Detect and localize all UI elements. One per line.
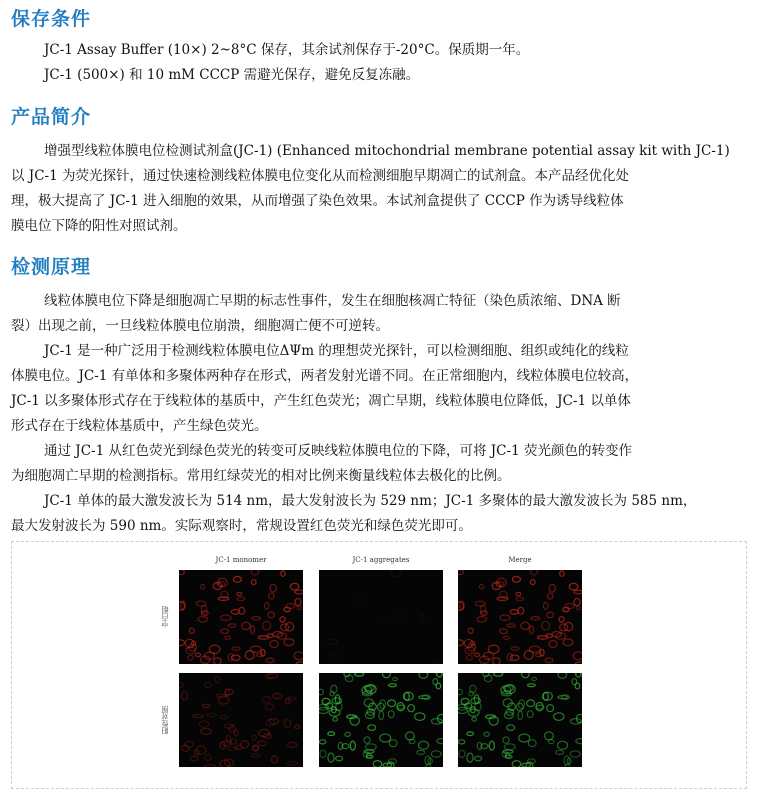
cell-blob — [389, 740, 397, 747]
cell-blob — [188, 655, 194, 660]
cell-blob — [295, 725, 300, 729]
fluorescence-figure — [11, 541, 747, 789]
cell-blob — [507, 624, 515, 627]
cell-blob — [569, 583, 578, 590]
cell-blob — [181, 692, 187, 700]
cell-blob — [378, 703, 385, 711]
panel-blank-aggregates — [319, 570, 443, 664]
cell-blob — [576, 662, 583, 664]
cell-blob — [516, 597, 524, 600]
principle-line-4: 体膜电位。JC-1 有单体和多聚体两种存在形式，两者发射光谱不同。在正常细胞内，线粒体膜电位较高， — [11, 368, 639, 384]
cell-blob — [262, 697, 271, 703]
cell-blob — [433, 679, 438, 685]
cell-blob — [393, 678, 398, 681]
cell-blob — [388, 711, 394, 718]
section-title-intro: 产品简介 — [11, 106, 92, 128]
cell-blob — [220, 715, 228, 719]
cell-blob — [504, 636, 510, 639]
principle-line-6: 形式存在于线粒体基质中，产生绿色荧光。 — [11, 418, 268, 434]
section-title-principle: 检测原理 — [11, 256, 92, 278]
cells-texture — [458, 570, 582, 664]
cell-blob — [195, 653, 200, 656]
cell-blob — [570, 751, 580, 757]
cell-blob — [258, 741, 267, 746]
cell-blob — [295, 598, 301, 606]
cell-blob — [518, 711, 523, 720]
cell-blob — [521, 622, 530, 629]
cell-blob — [574, 590, 582, 594]
cell-blob — [201, 585, 205, 589]
cell-blob — [504, 744, 515, 750]
cell-blob — [266, 658, 274, 663]
cells-texture — [319, 570, 443, 664]
cell-blob — [179, 640, 185, 646]
cell-blob — [320, 750, 326, 757]
row-label-blank: 空白组 — [161, 606, 169, 628]
cell-blob — [474, 653, 479, 656]
cell-blob — [516, 592, 521, 595]
principle-line-2: 裂）出现之前，一旦线粒体膜电位崩溃，细胞凋亡便不可逆转。 — [11, 318, 389, 334]
cell-blob — [214, 658, 221, 664]
cell-blob — [297, 606, 301, 610]
cell-blob — [547, 612, 554, 618]
cell-blob — [511, 647, 519, 650]
cell-blob — [333, 717, 337, 721]
cell-blob — [251, 626, 255, 634]
cell-blob — [488, 645, 499, 653]
cell-blob — [259, 729, 270, 736]
cell-blob — [383, 673, 391, 678]
cell-blob — [480, 605, 486, 613]
cell-blob — [379, 711, 384, 720]
cell-blob — [330, 654, 340, 661]
principle-line-8: 为细胞凋亡早期的检测指标。常用红绿荧光的相对比例来衡量线粒体去极化的比例。 — [11, 468, 511, 484]
cell-blob — [319, 740, 325, 744]
cell-blob — [356, 596, 365, 603]
cell-blob — [355, 673, 364, 676]
cell-blob — [232, 647, 240, 650]
cell-blob — [251, 570, 258, 575]
cell-blob — [477, 617, 486, 622]
cell-blob — [408, 705, 415, 712]
cell-blob — [472, 717, 476, 721]
cell-blob — [336, 756, 343, 761]
principle-line-10: 最大发射波长为 590 nm。实际观察时，常规设置红色荧光和绿色荧光即可。 — [11, 518, 472, 534]
cell-blob — [542, 621, 550, 630]
cell-blob — [263, 621, 271, 630]
cell-blob — [530, 580, 535, 585]
cell-blob — [267, 634, 273, 637]
cell-blob — [198, 617, 207, 622]
cell-blob — [528, 740, 536, 747]
cell-blob — [573, 652, 582, 660]
cell-blob — [281, 571, 285, 576]
cell-blob — [493, 658, 500, 664]
cell-blob — [297, 662, 304, 664]
cell-blob — [467, 753, 473, 762]
cell-blob — [518, 607, 524, 614]
cell-blob — [209, 645, 220, 653]
cell-blob — [290, 583, 299, 590]
cell-blob — [252, 735, 256, 740]
cell-blob — [545, 732, 554, 740]
cell-blob — [543, 693, 548, 701]
intro-line-2: 以 JC-1 为荧光探针，通过快速检测线粒体膜电位变化从而检测细胞早期凋亡的试剂盒。本产品经优化处 — [11, 168, 629, 184]
cell-blob — [251, 580, 256, 585]
cell-blob — [475, 756, 482, 761]
principle-line-1: 线粒体膜电位下降是细胞凋亡早期的标志性事件，发生在细胞核凋亡特征（染色质浓缩、DNA 断 — [44, 293, 621, 309]
cell-blob — [270, 641, 278, 648]
cell-blob — [558, 696, 568, 699]
panel-positive-merge — [458, 673, 582, 767]
cell-blob — [328, 753, 334, 762]
cell-blob — [201, 728, 211, 734]
cells-texture — [319, 673, 443, 767]
cell-blob — [548, 593, 553, 599]
cell-blob — [558, 741, 568, 749]
cell-blob — [563, 639, 573, 646]
principle-line-7: 通过 JC-1 从红色荧光到绿色荧光的转变可反映线粒体膜电位的下降，可将 JC-1 荧光颜色的转变作 — [44, 443, 632, 459]
cell-blob — [270, 584, 276, 592]
panel-positive-monomer — [179, 673, 303, 767]
cell-blob — [560, 571, 564, 576]
cell-blob — [507, 654, 512, 661]
cell-blob — [527, 700, 535, 707]
cell-blob — [556, 750, 564, 754]
cell-blob — [237, 597, 245, 600]
principle-line-5: JC-1 以多聚体形式存在于线粒体的基质中，产生红色荧光；凋亡早期，线粒体膜电位降低，JC-1 以单体 — [11, 393, 631, 409]
cell-blob — [389, 684, 397, 687]
cell-blob — [431, 751, 441, 757]
cell-blob — [189, 628, 194, 633]
cell-blob — [205, 765, 216, 767]
column-label-aggregates: JC-1 aggregates — [352, 556, 410, 564]
cell-blob — [272, 756, 278, 764]
cell-blob — [527, 711, 533, 718]
cell-blob — [179, 683, 183, 688]
cell-blob — [530, 570, 537, 575]
section-title-storage: 保存条件 — [11, 8, 92, 30]
cell-blob — [576, 606, 580, 610]
cell-blob — [494, 673, 503, 676]
cell-blob — [388, 700, 396, 707]
cell-blob — [294, 652, 303, 660]
storage-line-2: JC-1 (500×) 和 10 mM CCCP 需避光保存，避免反复冻融。 — [44, 67, 420, 83]
cell-blob — [242, 622, 251, 629]
cell-blob — [252, 754, 260, 758]
cell-blob — [239, 607, 245, 614]
cell-blob — [420, 615, 424, 622]
cell-blob — [531, 617, 540, 620]
cell-blob — [458, 640, 464, 646]
cell-blob — [286, 622, 294, 631]
cell-blob — [205, 682, 211, 687]
cell-blob — [193, 715, 204, 718]
cell-blob — [467, 732, 474, 736]
column-label-monomer: JC-1 monomer — [215, 556, 267, 564]
cell-blob — [510, 610, 518, 615]
cell-blob — [228, 654, 233, 661]
cell-blob — [350, 741, 355, 750]
cell-blob — [489, 741, 494, 750]
cell-blob — [268, 612, 275, 618]
cell-blob — [284, 639, 294, 646]
cell-blob — [458, 689, 462, 695]
cell-blob — [532, 678, 537, 681]
cell-blob — [237, 592, 242, 595]
cell-blob — [500, 615, 510, 620]
cell-blob — [199, 721, 209, 727]
cell-blob — [528, 684, 536, 687]
cell-blob — [406, 732, 415, 740]
cell-blob — [395, 611, 403, 620]
cell-blob — [365, 744, 376, 750]
cells-texture — [458, 673, 582, 767]
cell-blob — [225, 636, 231, 639]
cell-blob — [364, 737, 370, 743]
cell-blob — [287, 761, 297, 765]
intro-line-3: 理，极大提高了 JC-1 进入细胞的效果，从而增强了染色效果。本试剂盒提供了 CCCP 作为诱导线粒体 — [11, 193, 624, 209]
cell-blob — [373, 761, 382, 767]
cell-blob — [190, 756, 198, 761]
cells-texture — [179, 673, 303, 767]
cell-blob — [379, 618, 388, 624]
cell-blob — [179, 570, 184, 575]
cell-blob — [280, 617, 285, 622]
cell-blob — [264, 603, 269, 610]
cell-blob — [201, 605, 207, 613]
cell-blob — [549, 584, 555, 592]
cell-blob — [228, 624, 236, 627]
cell-blob — [507, 725, 515, 731]
cell-blob — [233, 577, 241, 583]
cell-blob — [274, 694, 278, 699]
panel-blank-monomer — [179, 570, 303, 664]
cell-blob — [500, 629, 508, 634]
cell-blob — [269, 719, 278, 725]
cell-blob — [205, 755, 211, 761]
cell-blob — [459, 750, 465, 757]
cell-blob — [517, 703, 524, 711]
cell-blob — [433, 659, 439, 664]
cell-blob — [345, 732, 350, 736]
cell-blob — [512, 577, 520, 583]
cell-blob — [458, 570, 463, 575]
cell-blob — [368, 725, 376, 731]
cell-blob — [576, 739, 582, 744]
cell-blob — [574, 598, 580, 606]
cell-blob — [468, 628, 473, 633]
storage-line-1: JC-1 Assay Buffer (10×) 2~8°C 保存，其余试剂保存于-20°C。保质期一年。 — [44, 42, 530, 58]
cell-blob — [207, 713, 216, 717]
cell-blob — [480, 585, 484, 589]
cell-blob — [284, 720, 291, 728]
cell-blob — [543, 603, 548, 610]
principle-line-9: JC-1 单体的最大激发波长为 514 nm，最大发射波长为 529 nm；JC-1 多聚体的最大激发波长为 585 nm， — [44, 493, 697, 509]
cell-blob — [547, 705, 554, 712]
cell-blob — [530, 626, 534, 634]
cell-blob — [554, 713, 564, 721]
intro-line-4: 膜电位下降的阳性对照试剂。 — [11, 218, 187, 234]
cell-blob — [558, 673, 567, 678]
cell-blob — [519, 734, 530, 742]
cell-blob — [417, 750, 425, 754]
cell-blob — [484, 732, 489, 736]
cell-blob — [458, 740, 464, 744]
cell-blob — [565, 622, 573, 631]
cell-blob — [404, 693, 409, 701]
cell-blob — [512, 761, 521, 767]
cell-blob — [545, 658, 553, 663]
principle-line-3: JC-1 是一种广泛用于检测线粒体膜电位ΔΨm 的理想荧光探针，可以检测细胞、组织或纯化的线粒 — [44, 343, 629, 359]
cell-blob — [231, 610, 239, 615]
cell-blob — [215, 677, 220, 683]
cell-blob — [319, 689, 323, 695]
cell-blob — [522, 673, 530, 678]
cell-blob — [549, 641, 557, 648]
panel-positive-aggregates — [319, 673, 443, 767]
cell-blob — [546, 634, 552, 637]
cell-blob — [327, 639, 337, 644]
cell-blob — [295, 590, 303, 594]
cell-blob — [288, 742, 297, 747]
cell-blob — [419, 741, 429, 749]
cell-blob — [524, 651, 533, 660]
cell-blob — [503, 737, 509, 743]
cell-blob — [437, 739, 443, 744]
cell-blob — [419, 673, 428, 678]
cell-blob — [467, 655, 473, 660]
cell-blob — [236, 745, 243, 749]
cell-blob — [269, 593, 274, 599]
cell-blob — [328, 732, 335, 736]
cell-blob — [380, 734, 391, 742]
cell-blob — [221, 629, 229, 634]
cell-blob — [252, 617, 261, 620]
cell-blob — [559, 617, 564, 622]
cell-blob — [265, 704, 273, 710]
cell-blob — [221, 615, 231, 620]
cell-blob — [415, 713, 425, 721]
row-label-positive: 阳性对照 — [161, 706, 169, 734]
column-label-merge: Merge — [508, 556, 532, 564]
cell-blob — [572, 679, 577, 685]
cell-blob — [391, 570, 401, 577]
panel-blank-merge — [458, 570, 582, 664]
cell-blob — [419, 696, 429, 699]
cells-texture — [179, 570, 303, 664]
intro-line-1: 增强型线粒体膜电位检测试剂盒(JC-1) (Enhanced mitochondrial membrane potential assay kit with JC-1) — [44, 143, 730, 159]
cell-blob — [203, 704, 210, 707]
cell-blob — [245, 651, 254, 660]
